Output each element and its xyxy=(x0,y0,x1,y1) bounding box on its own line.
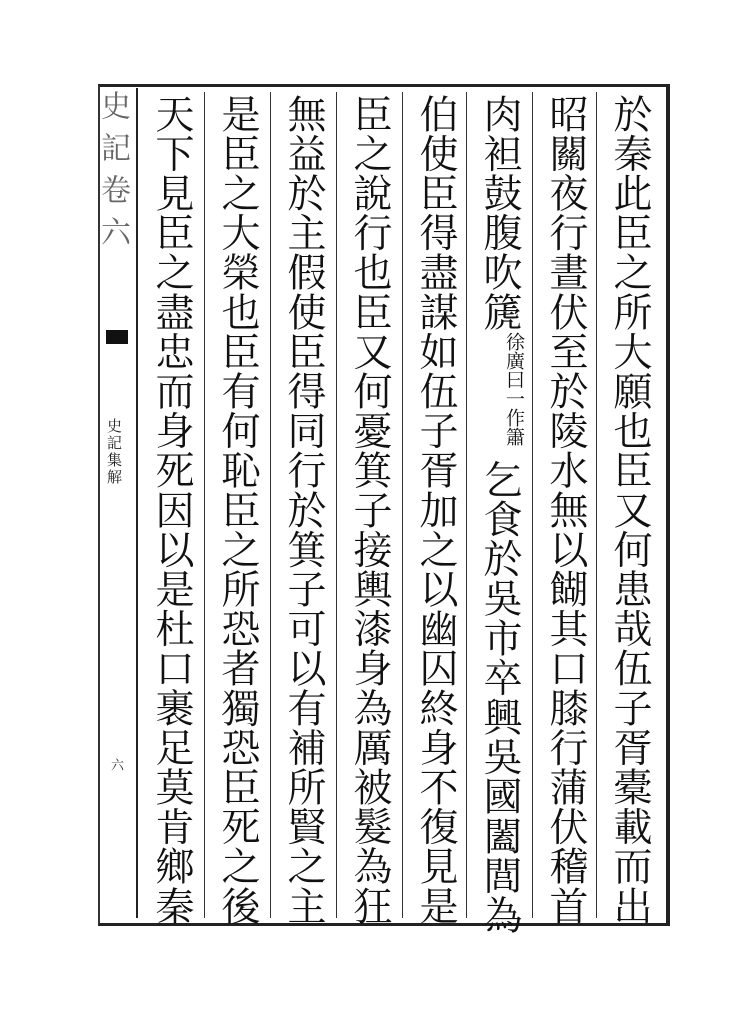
text-column-6: 無益於主假使臣得同行於箕子可以有補所賢之主 xyxy=(281,94,326,926)
text-column-2: 昭關夜行晝伏至於陵水無以餬其口膝行蒲伏稽首 xyxy=(543,94,588,926)
column-rule xyxy=(532,92,533,918)
column-rule xyxy=(402,92,403,918)
text-segment: 肉袒鼓腹吹篪 xyxy=(477,94,522,332)
text-column-3 xyxy=(470,94,528,935)
fishtail-mark xyxy=(106,330,128,344)
text-segment: 乞食於吳市卒興吳國闔閭為 xyxy=(477,459,522,935)
margin-book-name: 史記集解 xyxy=(105,418,123,486)
column-rule xyxy=(204,92,205,918)
column-rule xyxy=(270,92,271,918)
text-column-8: 天下見臣之盡忠而身死因以是杜口裹足莫肯鄉秦 xyxy=(149,94,194,926)
text-column-7: 是臣之大榮也臣有何恥臣之所恐者獨恐臣死之後 xyxy=(215,94,260,926)
margin-page-number: 六 xyxy=(108,758,123,771)
column-rule xyxy=(596,92,597,918)
margin-title: 史記卷六 xyxy=(95,90,130,258)
text-column-1: 於秦此臣之所大願也臣又何患哉伍子胥橐載而出 xyxy=(607,94,652,926)
text-column-4: 伯使臣得盡謀如伍子胥加之以幽囚終身不復見是 xyxy=(413,94,458,926)
column-rule xyxy=(336,92,337,918)
text-column-5: 臣之說行也臣又何憂箕子接輿漆身為厲被髮為狂 xyxy=(347,94,392,926)
commentary-note: 徐廣曰一作簫 xyxy=(503,331,525,446)
column-rule xyxy=(466,92,467,918)
